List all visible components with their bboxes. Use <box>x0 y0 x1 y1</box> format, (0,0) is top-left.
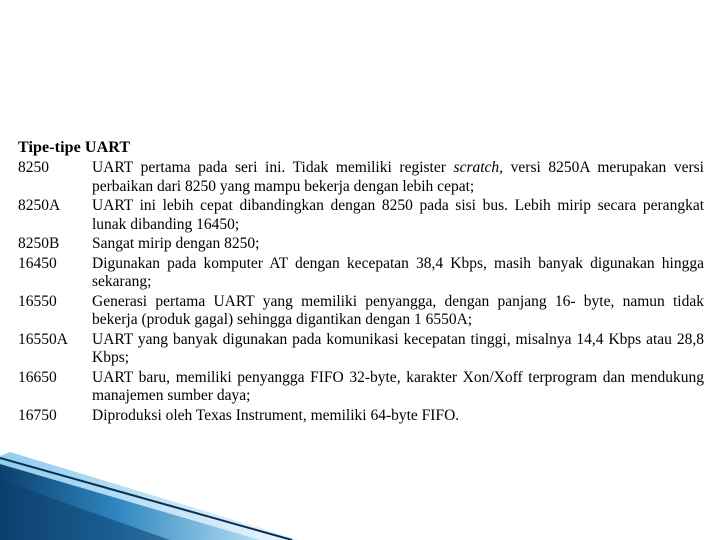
uart-row-16550 <box>18 293 704 330</box>
uart-description: Generasi pertama UART yang memiliki penyangga, dengan panjang 16- byte, namun tidak bekerja (produk gagal) sehingga digantikan dengan 1 6550A; <box>92 292 704 328</box>
uart-row-16550a <box>18 331 704 368</box>
uart-type: 8250A <box>18 197 61 214</box>
uart-type: 16550 <box>18 292 57 310</box>
description-text: UART pertama pada seri ini. Tidak memiliki register <box>92 159 454 176</box>
uart-type: 16450 <box>18 254 57 272</box>
uart-description: Sangat mirip dengan 8250; <box>92 235 260 252</box>
uart-type: 16550A <box>18 330 68 348</box>
uart-type: 16650 <box>18 368 57 386</box>
uart-row-8250 <box>18 159 704 196</box>
uart-description <box>92 159 704 196</box>
document-title: Tipe-tipe UART <box>18 139 131 156</box>
uart-description: UART baru, memiliki penyangga FIFO 32-byte, karakter Xon/Xoff terprogram dan mendukung manajemen sumber daya; <box>92 368 704 404</box>
uart-type: 8250B <box>18 235 60 252</box>
uart-description: UART yang banyak digunakan pada komunikasi kecepatan tinggi, misalnya 14,4 Kbps atau 28,8 Kbps; <box>92 330 704 366</box>
uart-type: 8250 <box>18 159 49 176</box>
uart-row-8250b <box>18 235 704 254</box>
uart-row-16750 <box>18 407 704 426</box>
document-body <box>18 138 704 426</box>
description-italic-term: scratch, <box>453 159 504 176</box>
uart-row-8250a <box>18 197 704 234</box>
uart-description: Digunakan pada komputer AT dengan kecepatan 38,4 Kbps, masih banyak digunakan hingga sekarang; <box>92 254 704 290</box>
uart-row-16650 <box>18 369 704 406</box>
uart-description: UART ini lebih cepat dibandingkan dengan 8250 pada sisi bus. Lebih mirip secara perangkat lunak dibanding 16450; <box>92 197 704 233</box>
uart-description: Diproduksi oleh Texas Instrument, memiliki 64-byte FIFO. <box>92 406 460 424</box>
uart-type: 16750 <box>18 406 57 424</box>
uart-row-16450 <box>18 255 704 292</box>
description-text-continued: versi 8250A merupakan versi perbaikan dari 8250 yang mampu bekerja dengan lebih cepat; <box>92 159 704 195</box>
slide-corner-decoration <box>0 450 300 540</box>
